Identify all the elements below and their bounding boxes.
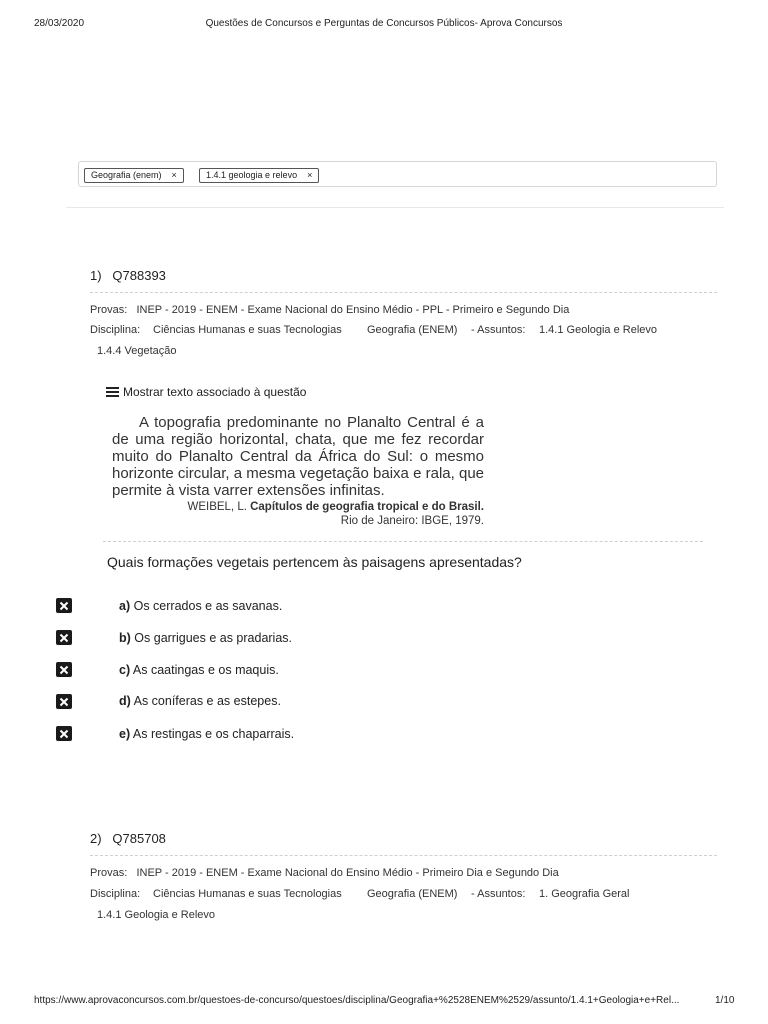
disciplina-link[interactable]: Geografia (ENEM) [367,888,458,900]
option-letter: c) [119,663,131,677]
divider [103,541,703,542]
assunto-link[interactable]: 1.4.1 Geologia e Relevo [97,909,216,921]
citation-title: Capítulos de geografia tropical e do Brasil. [250,501,484,513]
option-text: As restingas e os chaparrais. [132,727,295,741]
provas-line [90,304,569,316]
page-title: Questões de Concursos e Perguntas de Concursos Públicos- Aprova Concursos [205,18,563,29]
answer-option-c[interactable] [119,663,279,677]
answer-option-d[interactable] [119,694,281,708]
active-filters [78,161,717,187]
page-url: https://www.aprovaconcursos.com.br/questoes-de-concurso/questoes/disciplina/Geografia+%2528ENEM%2529/assunto/1.4.1+Geologia+e+Rel... [34,995,680,1006]
excerpt-paragraph: A topografia predominante no Planalto Central é a de uma região horizontal, chata, que me fez recordar muito do Planalto Central da África do Sul: o mesmo horizonte circular, a mesma vegetação baixa e rala, que permite à vista varrer extensões infinitas. [112,414,484,499]
provas-link[interactable]: INEP - 2019 - ENEM - Exame Nacional do Ensino Médio - PPL - Primeiro e Segundo Dia [136,304,570,316]
print-date: 28/03/2020 [34,18,85,29]
option-letter: a) [119,599,131,613]
divider [66,207,724,208]
option-letter: d) [119,694,131,708]
close-icon [56,630,72,645]
provas-link[interactable]: INEP - 2019 - ENEM - Exame Nacional do Ensino Médio - Primeiro Dia e Segundo Dia [136,867,559,879]
answer-option-b[interactable] [119,631,292,645]
option-text: As coníferas e as estepes. [133,694,281,708]
associated-text [112,414,484,528]
option-letter: b) [119,631,131,645]
disciplina-link[interactable]: Geografia (ENEM) [367,324,458,336]
citation-place: Rio de Janeiro: IBGE, 1979. [340,515,484,527]
provas-line [90,867,559,879]
close-icon [56,694,72,709]
option-text: Os garrigues e as pradarias. [134,631,293,645]
option-text: Os cerrados e as savanas. [133,599,283,613]
question-index: 1) [90,268,102,283]
disciplina-label: Disciplina: [90,324,141,336]
lines-icon [106,387,119,397]
assuntos-label: - Assuntos: [471,324,526,336]
remove-filter-icon[interactable]: × [171,170,177,180]
disciplina-link[interactable]: Ciências Humanas e suas Tecnologias [153,324,342,336]
disciplina-label: Disciplina: [90,888,141,900]
close-icon [56,662,72,677]
question-prompt: Quais formações vegetais pertencem às paisagens apresentadas? [107,554,522,570]
remove-filter-icon[interactable]: × [307,170,313,180]
show-text-label: Mostrar texto associado à questão [123,385,307,399]
question-code[interactable]: Q788393 [112,268,166,283]
assunto-link[interactable]: 1.4.1 Geologia e Relevo [539,324,658,336]
filter-tag-geologia[interactable] [199,168,319,183]
question-code[interactable]: Q785708 [112,831,166,846]
citation-author: WEIBEL, L. [187,501,247,513]
question-number [90,831,166,846]
show-text-button[interactable] [106,385,306,399]
divider [90,292,717,293]
provas-label: Provas: [90,304,128,316]
assunto-link[interactable]: 1. Geografia Geral [539,888,630,900]
assunto-link[interactable]: 1.4.4 Vegetação [97,345,177,357]
answer-option-e[interactable] [119,727,294,741]
filter-tag-label: Geografia (enem) [91,170,162,180]
disciplina-link[interactable]: Ciências Humanas e suas Tecnologias [153,888,342,900]
provas-label: Provas: [90,867,128,879]
page-counter: 1/10 [715,995,735,1006]
question-number [90,268,166,283]
answer-option-a[interactable] [119,599,282,613]
filter-tag-label: 1.4.1 geologia e relevo [206,170,298,180]
filter-tag-geografia[interactable] [84,168,184,183]
close-icon [56,726,72,741]
close-icon [56,598,72,613]
assuntos-label: - Assuntos: [471,888,526,900]
option-letter: e) [119,727,131,741]
citation [112,500,484,528]
option-text: As caatingas e os maquis. [132,663,279,677]
question-index: 2) [90,831,102,846]
divider [90,855,717,856]
